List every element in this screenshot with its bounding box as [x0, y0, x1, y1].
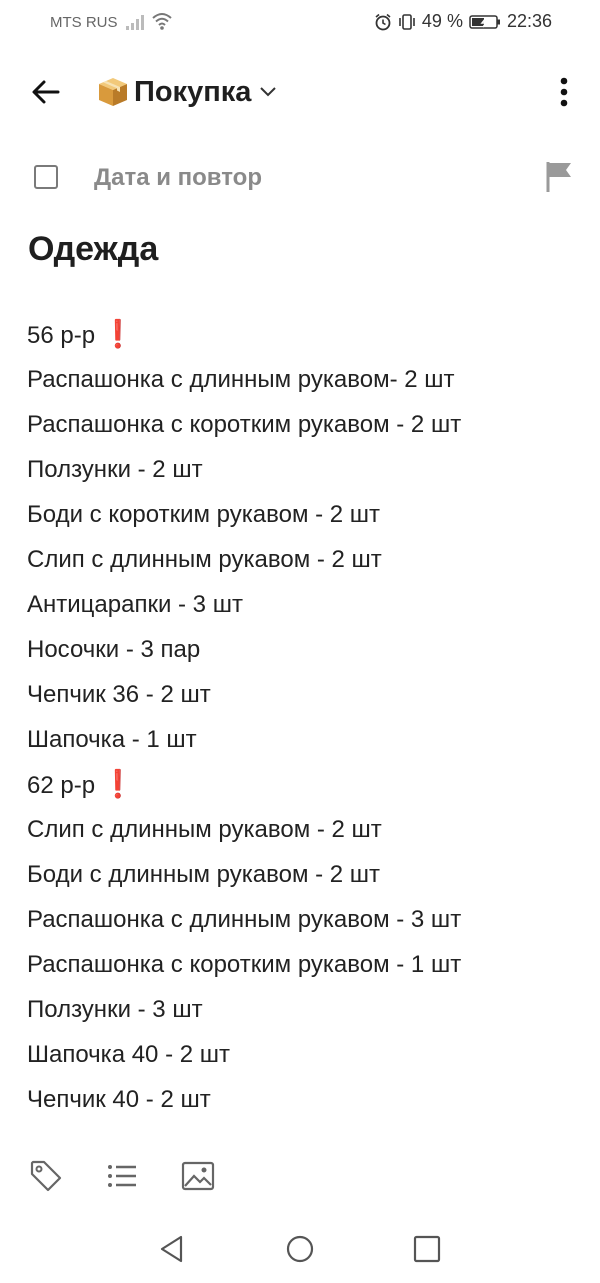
note-line-text: Чепчик 40 - 2 шт	[27, 1086, 211, 1113]
note-line[interactable]	[27, 1077, 461, 1122]
note-line-text: Слип с длинным рукавом - 2 шт	[27, 816, 382, 843]
priority-flag-icon[interactable]	[544, 160, 574, 194]
note-line-text: Распашонка с коротким рукавом - 1 шт	[27, 951, 462, 978]
note-line[interactable]	[27, 492, 461, 537]
note-line[interactable]	[27, 582, 461, 627]
note-line-text: Ползунки - 2 шт	[27, 456, 203, 483]
note-lines[interactable]	[27, 312, 461, 1122]
note-line[interactable]	[27, 537, 461, 582]
note-line[interactable]	[27, 357, 461, 402]
note-line-text: Распашонка с длинным рукавом - 3 шт	[27, 906, 462, 933]
note-line[interactable]	[27, 807, 461, 852]
wifi-icon	[152, 12, 172, 30]
task-checkbox[interactable]	[34, 165, 58, 189]
back-arrow-icon[interactable]	[28, 74, 64, 110]
note-line[interactable]	[27, 852, 461, 897]
nav-back-icon[interactable]	[155, 1232, 189, 1266]
note-line-text: 62 р-р	[27, 772, 96, 799]
image-icon[interactable]	[180, 1158, 216, 1194]
note-line-text: Слип с длинным рукавом - 2 шт	[27, 546, 382, 573]
note-line-text: 56 р-р	[27, 322, 96, 349]
package-icon	[96, 75, 130, 109]
vibrate-icon	[398, 13, 416, 31]
battery-percent: 49 %	[421, 11, 463, 31]
note-line-text: Шапочка - 1 шт	[27, 726, 197, 753]
list-title: Покупка	[134, 75, 252, 108]
note-line-text: Антицарапки - 3 шт	[27, 591, 243, 618]
note-line[interactable]	[27, 942, 461, 987]
status-bar	[0, 0, 600, 44]
list-title-dropdown[interactable]	[96, 72, 277, 112]
nav-home-icon[interactable]	[283, 1232, 317, 1266]
carrier-label: MTS RUS	[50, 14, 118, 31]
task-meta-row	[0, 156, 600, 202]
chevron-down-icon	[259, 86, 277, 98]
note-line-text: Распашонка с коротким рукавом - 2 шт	[27, 411, 462, 438]
battery-icon	[469, 14, 501, 30]
note-line[interactable]	[27, 1032, 461, 1077]
note-line-text: Ползунки - 3 шт	[27, 996, 203, 1023]
nav-recents-icon[interactable]	[410, 1232, 444, 1266]
exclamation-icon: ❗	[101, 319, 135, 349]
note-line[interactable]	[27, 897, 461, 942]
note-line[interactable]	[27, 627, 461, 672]
note-line[interactable]	[27, 672, 461, 717]
note-line[interactable]	[27, 312, 461, 357]
note-line-text: Распашонка с длинным рукавом- 2 шт	[27, 366, 455, 393]
note-line[interactable]	[27, 762, 461, 807]
note-line-text: Чепчик 36 - 2 шт	[27, 681, 211, 708]
note-line[interactable]	[27, 447, 461, 492]
alarm-icon	[374, 13, 392, 31]
note-line-text: Боди с длинным рукавом - 2 шт	[27, 861, 381, 888]
list-format-icon[interactable]	[104, 1158, 140, 1194]
note-line[interactable]	[27, 987, 461, 1032]
signal-icon	[126, 14, 146, 30]
tag-icon[interactable]	[28, 1158, 64, 1194]
note-line-text: Шапочка 40 - 2 шт	[27, 1041, 230, 1068]
app-bar	[0, 60, 600, 124]
note-line-text: Боди с коротким рукавом - 2 шт	[27, 501, 381, 528]
note-line[interactable]	[27, 402, 461, 447]
note-line[interactable]	[27, 717, 461, 762]
note-line-text: Носочки - 3 пар	[27, 636, 201, 663]
editor-toolbar	[0, 1152, 600, 1202]
more-vertical-icon[interactable]	[552, 74, 576, 110]
system-nav-bar	[0, 1222, 600, 1283]
note-heading[interactable]: Одежда	[28, 230, 159, 268]
clock: 22:36	[506, 11, 552, 31]
exclamation-icon: ❗	[101, 769, 135, 799]
date-repeat-button[interactable]: Дата и повтор	[94, 164, 262, 191]
